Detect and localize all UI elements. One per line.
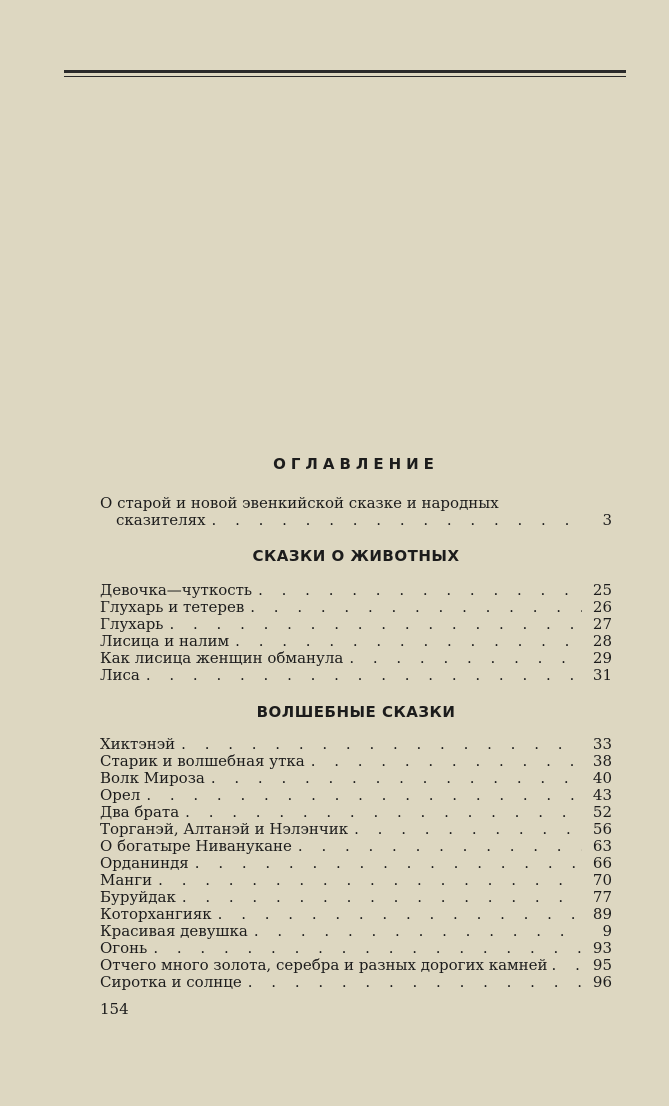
toc-entry-title: Манги <box>100 871 153 889</box>
toc-entry-title: Волк Мироза <box>100 769 205 787</box>
leader-dots <box>248 974 582 991</box>
top-rule-thin <box>64 76 626 77</box>
leader-dots <box>311 753 582 770</box>
leader-dots <box>235 633 582 650</box>
toc-entry <box>100 736 612 753</box>
toc-entry-page: 29 <box>592 649 612 667</box>
leader-dots <box>354 821 582 838</box>
toc-entry-page: 31 <box>592 666 612 684</box>
toc-entry-page: 26 <box>592 598 612 616</box>
leader-dots <box>195 855 582 872</box>
intro-line-1: О старой и новой эвенкийской сказке и народных <box>100 494 499 512</box>
toc-entry-title: Огонь <box>100 939 148 957</box>
toc-entry-title: Хиктэнэй <box>100 735 176 753</box>
toc-entry-title: Девочка—чуткость <box>100 581 253 599</box>
toc-entry-title: Как лисица женщин обманула <box>100 649 344 667</box>
toc-entry <box>100 940 612 957</box>
toc-entry-page: 63 <box>592 837 612 855</box>
toc-entry-page: 95 <box>592 956 612 974</box>
leader-dots <box>258 582 582 599</box>
page-number: 154 <box>100 1000 129 1018</box>
leader-dots <box>169 616 582 633</box>
intro-line-2 <box>100 512 612 529</box>
toc-entry <box>100 787 612 804</box>
leader-dots <box>218 906 582 923</box>
toc-entry-page: 77 <box>592 888 612 906</box>
toc-entry-page: 56 <box>592 820 612 838</box>
toc-entry <box>100 804 612 821</box>
toc-entry <box>100 650 612 667</box>
toc-entry-page: 9 <box>602 922 612 940</box>
toc-entry-page: 66 <box>592 854 612 872</box>
toc-list-animals <box>100 582 612 684</box>
toc-entry <box>100 889 612 906</box>
toc-entry-page: 70 <box>592 871 612 889</box>
toc-entry-title: Старик и волшебная утка <box>100 752 305 770</box>
toc-entry-title: Торганэй, Алтанэй и Нэлэнчик <box>100 820 349 838</box>
toc-entry-page: 25 <box>592 581 612 599</box>
toc-entry-title: Которхангияк <box>100 905 212 923</box>
toc-entry-page: 40 <box>592 769 612 787</box>
toc-entry-title: О богатыре Нивануканe <box>100 837 292 855</box>
page-title: ОГЛАВЛЕНИЕ <box>273 455 439 473</box>
leader-dots <box>182 889 582 906</box>
toc-entry <box>100 838 612 855</box>
toc-entry <box>100 974 612 991</box>
toc-entry-page: 27 <box>592 615 612 633</box>
top-rule-thick <box>64 70 626 73</box>
toc-entry-title: Глухарь <box>100 615 164 633</box>
toc-entry-page: 52 <box>592 803 612 821</box>
leader-dots <box>250 599 582 616</box>
toc-entry-page: 96 <box>592 973 612 991</box>
toc-entry-title: Лисица и налим <box>100 632 230 650</box>
toc-entry-page: 28 <box>592 632 612 650</box>
toc-list-magic <box>100 736 612 991</box>
toc-entry-title: Орел <box>100 786 141 804</box>
toc-entry <box>100 872 612 889</box>
toc-entry <box>100 770 612 787</box>
toc-entry <box>100 753 612 770</box>
toc-entry <box>100 582 612 599</box>
toc-entry <box>100 821 612 838</box>
leader-dots <box>211 770 582 787</box>
toc-entry <box>100 633 612 650</box>
toc-entry <box>100 923 612 940</box>
toc-entry-page: 93 <box>592 939 612 957</box>
intro-entry <box>100 495 612 529</box>
leader-dots <box>298 838 582 855</box>
toc-entry-title: Лиса <box>100 666 140 684</box>
intro-label: сказителях <box>116 511 206 529</box>
section-heading-magic: ВОЛШЕБНЫЕ СКАЗКИ <box>256 703 456 721</box>
leader-dots <box>146 667 582 684</box>
toc-entry-title: Глухарь и тетерев <box>100 598 245 616</box>
toc-entry <box>100 599 612 616</box>
leader-dots <box>153 940 582 957</box>
leader-dots <box>552 957 584 974</box>
toc-entry <box>100 957 612 974</box>
section-heading-animals: СКАЗКИ О ЖИВОТНЫХ <box>252 547 460 565</box>
leader-dots <box>158 872 582 889</box>
toc-entry-title: Два брата <box>100 803 180 821</box>
leader-dots <box>212 512 582 529</box>
leader-dots <box>254 923 582 940</box>
intro-page: 3 <box>602 511 612 529</box>
toc-entry-page: 43 <box>592 786 612 804</box>
toc-entry <box>100 855 612 872</box>
toc-entry-title: Буруйдак <box>100 888 176 906</box>
toc-entry-title: Орданиндя <box>100 854 189 872</box>
toc-entry-page: 38 <box>592 752 612 770</box>
toc-entry-title: Сиротка и солнце <box>100 973 242 991</box>
toc-entry <box>100 616 612 633</box>
leader-dots <box>185 804 582 821</box>
leader-dots <box>181 736 582 753</box>
toc-entry-title: Красивая девушка <box>100 922 248 940</box>
leader-dots <box>146 787 582 804</box>
toc-entry <box>100 906 612 923</box>
leader-dots <box>349 650 582 667</box>
toc-entry-page: 33 <box>592 735 612 753</box>
toc-entry-page: 89 <box>592 905 612 923</box>
toc-entry-title: Отчего много золота, серебра и разных дорогих камней <box>100 956 548 974</box>
toc-entry <box>100 667 612 684</box>
